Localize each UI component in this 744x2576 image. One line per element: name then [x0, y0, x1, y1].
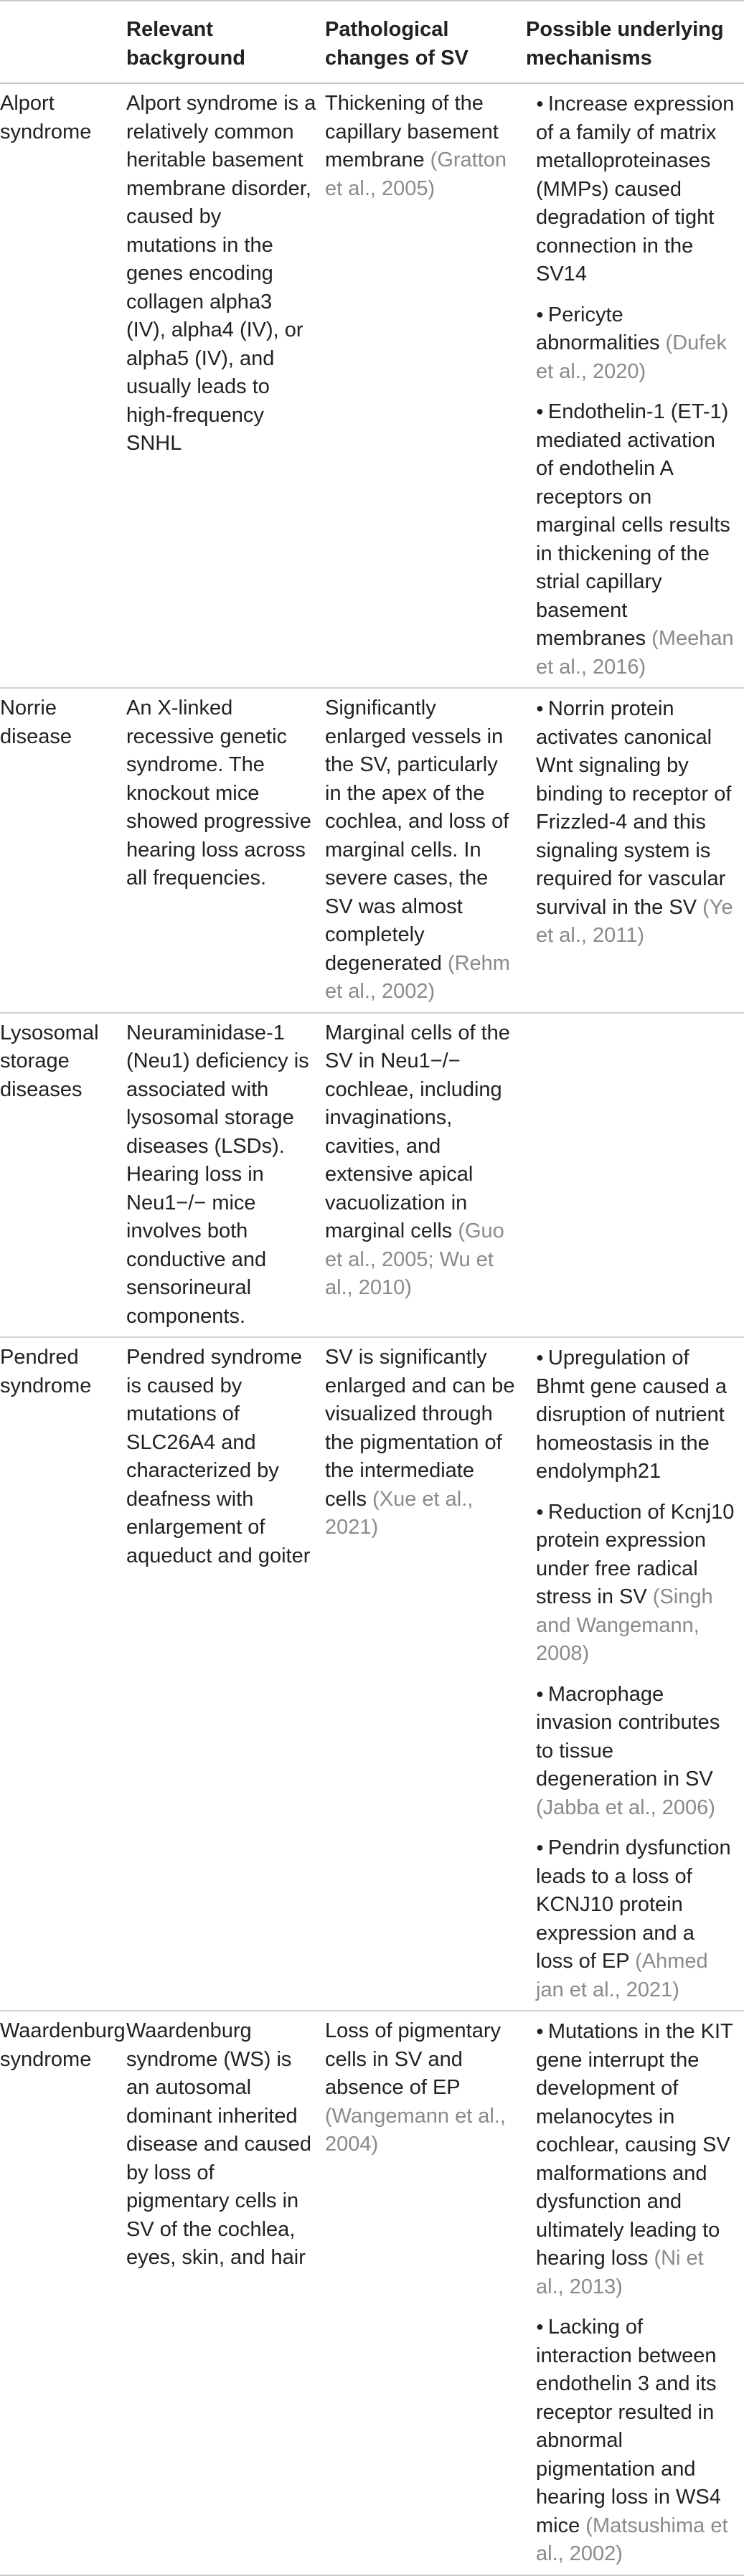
bullet-icon: ● [536, 306, 544, 321]
mechanism-text: Pericyte abnormalities [536, 303, 666, 354]
disease-cell: Alport syndrome [0, 83, 126, 688]
citation: (Guo et al., 2005; Wu et al., 2010) [325, 1219, 504, 1299]
mechanism-item [526, 301, 735, 387]
mechanism-text: Endothelin-1 (ET-1) mediated activation of endothelin A receptors on marginal cells results in thickening of the strial capillary basement membranes [536, 400, 730, 650]
citation: (Singh and Wangemann, 2008) [536, 1585, 713, 1665]
changes-text: Marginal cells of the SV in Neu1−/− cochleae, including invaginations, cavities, and extensive apical vacuolization in marginal cells [325, 1021, 510, 1242]
bullet-icon: ● [536, 701, 544, 715]
changes-cell [325, 688, 526, 1013]
citation: (Ni et al., 2013) [536, 2247, 704, 2298]
disease-cell: Lysosomal storage diseases [0, 1013, 126, 1338]
mechanism-item [526, 90, 735, 289]
mechanisms-cell [526, 1013, 744, 1338]
changes-text: Thickening of the capillary basement membrane [325, 92, 499, 171]
citation: (Jabba et al., 2006) [536, 1796, 715, 1819]
changes-cell [325, 1337, 526, 2011]
table-row [0, 688, 744, 1013]
mechanisms-cell [526, 2011, 744, 2575]
mechanism-text: Pendrin dysfunction leads to a loss of KCNJ10 protein expression and a loss of EP [536, 1836, 731, 1973]
mechanisms-cell [526, 1337, 744, 2011]
mechanism-item [526, 1344, 735, 1486]
mechanism-item [526, 2017, 735, 2301]
mechanism-item [526, 397, 735, 681]
changes-text: Significantly enlarged vessels in the SV, particularly in the apex of the cochlea, and loss of marginal cells. In severe cases, the SV was almost completely degenerated [325, 697, 509, 975]
table-row [0, 1337, 744, 2011]
bullet-icon: ● [536, 1686, 544, 1701]
citation: (Dufek et al., 2020) [536, 331, 727, 383]
changes-text: Loss of pigmentary cells in SV and absence of EP [325, 2019, 502, 2099]
mechanism-text: Reduction of Kcnj10 protein expression under free radical stress in SV [536, 1500, 735, 1608]
mechanism-text: Lacking of interaction between endothelin 3 and its receptor resulted in abnormal pigmentation and hearing loss in WS4 mice [536, 2316, 721, 2537]
table-row [0, 2011, 744, 2575]
bullet-icon: ● [536, 404, 544, 418]
mechanism-item [526, 2313, 735, 2569]
mechanism-text: Macrophage invasion contributes to tissue degeneration in SV [536, 1682, 720, 1791]
table-row [0, 83, 744, 688]
mechanisms-cell [526, 688, 744, 1013]
mechanisms-cell [526, 83, 744, 688]
header-background: Relevant background [126, 1, 325, 83]
background-cell: Alport syndrome is a relatively common heritable basement membrane disorder, caused by mutations in the genes encoding collagen alpha3 (IV), alpha4 (IV), or alpha5 (IV), and usually leads to high-frequency SNHL [126, 83, 325, 688]
citation: (Matsushima et al., 2002) [536, 2514, 728, 2565]
mechanism-item [526, 1834, 735, 2004]
bullet-icon: ● [536, 1840, 544, 1854]
citation: (Ye et al., 2011) [536, 895, 733, 947]
bullet-icon: ● [536, 96, 544, 110]
mechanism-text: Upregulation of Bhmt gene caused a disruption of nutrient homeostasis in the endolymph21 [536, 1346, 727, 1483]
mechanism-text: Increase expression of a family of matrix metalloproteinases (MMPs) caused degradation of tight connection in the SV14 [536, 93, 735, 286]
disease-cell: Pendred syndrome [0, 1337, 126, 2011]
changes-text: SV is significantly enlarged and can be visualized through the pigmentation of the intermediate cells [325, 1346, 515, 1511]
bullet-icon: ● [536, 1504, 544, 1519]
mechanism-item [526, 1498, 735, 1669]
background-cell: An X-linked recessive genetic syndrome. The knockout mice showed progressive hearing loss across all frequencies. [126, 688, 325, 1013]
changes-cell [325, 83, 526, 688]
bullet-icon: ● [536, 1350, 544, 1364]
header-disease [0, 1, 126, 83]
citation: (Xue et al., 2021) [325, 1487, 474, 1539]
background-cell: Neuraminidase-1 (Neu1) deficiency is associated with lysosomal storage diseases (LSDs). Hearing loss in Neu1−/− mice involves both conductive and sensorineural components. [126, 1013, 325, 1338]
header-changes: Pathological changes of SV [325, 1, 526, 83]
disease-cell: Norrie disease [0, 688, 126, 1013]
mechanism-item [526, 694, 735, 950]
background-cell: Waardenburg syndrome (WS) is an autosomal dominant inherited disease and caused by loss of pigmentary cells in SV of the cochlea, eyes, skin, and hair [126, 2011, 325, 2575]
mechanism-item [526, 1680, 735, 1823]
bullet-icon: ● [536, 2319, 544, 2334]
header-mechanisms: Possible underlying mechanisms [526, 1, 744, 83]
citation: (Wangemann et al., 2004) [325, 2104, 506, 2156]
citation: (Gratton et al., 2005) [325, 148, 507, 200]
mechanism-text: Mutations in the KIT gene interrupt the development of melanocytes in cochlear, causing SV malformations and dysfunction and ultimately leading to hearing loss [536, 2020, 733, 2270]
mechanism-text: Norrin protein activates canonical Wnt signaling by binding to receptor of Frizzled-4 and this signaling system is required for vascular survival in the SV [536, 697, 732, 919]
table-header-row [0, 1, 744, 83]
disease-cell: Waardenburg syndrome [0, 2011, 126, 2575]
citation: (Meehan et al., 2016) [536, 627, 734, 679]
changes-cell [325, 1013, 526, 1338]
citation: (Rehm et al., 2002) [325, 951, 510, 1003]
changes-cell [325, 2011, 526, 2575]
background-cell: Pendred syndrome is caused by mutations of SLC26A4 and characterized by deafness with enlargement of aqueduct and goiter [126, 1337, 325, 2011]
citation: (Ahmed jan et al., 2021) [536, 1950, 708, 2001]
table-row [0, 1013, 744, 1338]
bullet-icon: ● [536, 2024, 544, 2038]
